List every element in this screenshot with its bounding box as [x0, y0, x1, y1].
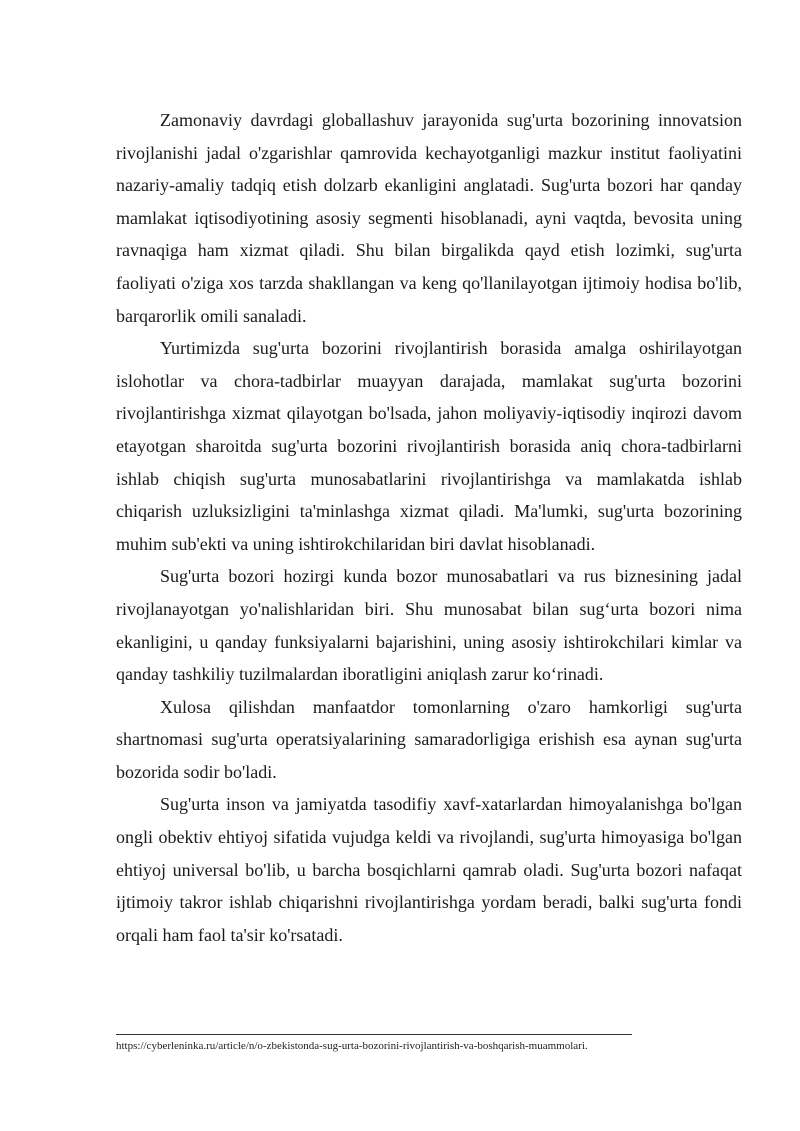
paragraph-3: Sug'urta bozori hozirgi kunda bozor munosabatlari va rus biznesining jadal rivojlanayotgan yo'nalishlaridan biri. Shu munosabat bilan sug‘urta bozori nima ekanligini, u qanday funksiyalarni bajarishini, uning asosiy ishtirokchilari kimlar va qanday tashkiliy tuzilmalardan iboratligini aniqlash zarur ko‘rinadi. [116, 566, 742, 685]
paragraph-1: Zamonaviy davrdagi globallashuv jarayonida sug'urta bozorining innovatsion rivojlanishi jadal o'zgarishlar qamrovida kechayotganligi mazkur institut faoliyatini nazariy-amaliy tadqiq etish dolzarb ekanligini anglatadi. Sug'urta bozori har qanday mamlakat iqtisodiyotining asosiy segmenti hisoblanadi, ayni vaqtda, bevosita uning ravnaqiga ham xizmat qiladi. Shu bilan birgalikda qayd etish lozimki, sug'urta faoliyati o'ziga xos tarzda shakllangan va keng qo'llanilayotgan ijtimoiy hodisa bo'lib, barqarorlik omili sanaladi. [116, 110, 742, 326]
paragraph-4: Xulosa qilishdan manfaatdor tomonlarning o'zaro hamkorligi sug'urta shartnomasi sug'urta operatsiyalarining samaradorligiga erishish esa aynan sug'urta bozorida sodir bo'ladi. [116, 696, 742, 782]
footnote-source: https://cyberleninka.ru/article/n/o-zbekistonda-sug-urta-bozorini-rivojlantirish-va-boshqarish-muammolari. [116, 1040, 588, 1052]
document-body [116, 104, 742, 951]
paragraph-5: Sug'urta inson va jamiyatda tasodifiy xavf-xatarlardan himoyalanishga bo'lgan ongli obektiv ehtiyoj sifatida vujudga keldi va rivojlandi, sug'urta himoyasiga bo'lgan ehtiyoj universal bo'lib, u barcha bosqichlarni qamrab oladi. Sug'urta bozori nafaqat ijtimoiy takror ishlab chiqarishni rivojlantirishga yordam beradi, balki sug'urta fondi orqali ham faol ta'sir ko'rsatadi. [116, 794, 742, 945]
paragraph-2: Yurtimizda sug'urta bozorini rivojlantirish borasida amalga oshirilayotgan islohotlar va chora-tadbirlar muayyan darajada, mamlakat sug'urta bozorini rivojlantirishga xizmat qilayotgan bo'lsada, jahon moliyaviy-iqtisodiy inqirozi davom etayotgan sharoitda sug'urta bozorini rivojlantirish borasida aniq chora-tadbirlarni ishlab chiqish sug'urta munosabatlarini rivojlantirishga va mamlakatda ishlab chiqarish uzluksizligini ta'minlashga xizmat qiladi. Ma'lumki, sug'urta bozorining muhim sub'ekti va uning ishtirokchilaridan biri davlat hisoblanadi. [116, 338, 742, 554]
footnote-divider [116, 1034, 632, 1035]
